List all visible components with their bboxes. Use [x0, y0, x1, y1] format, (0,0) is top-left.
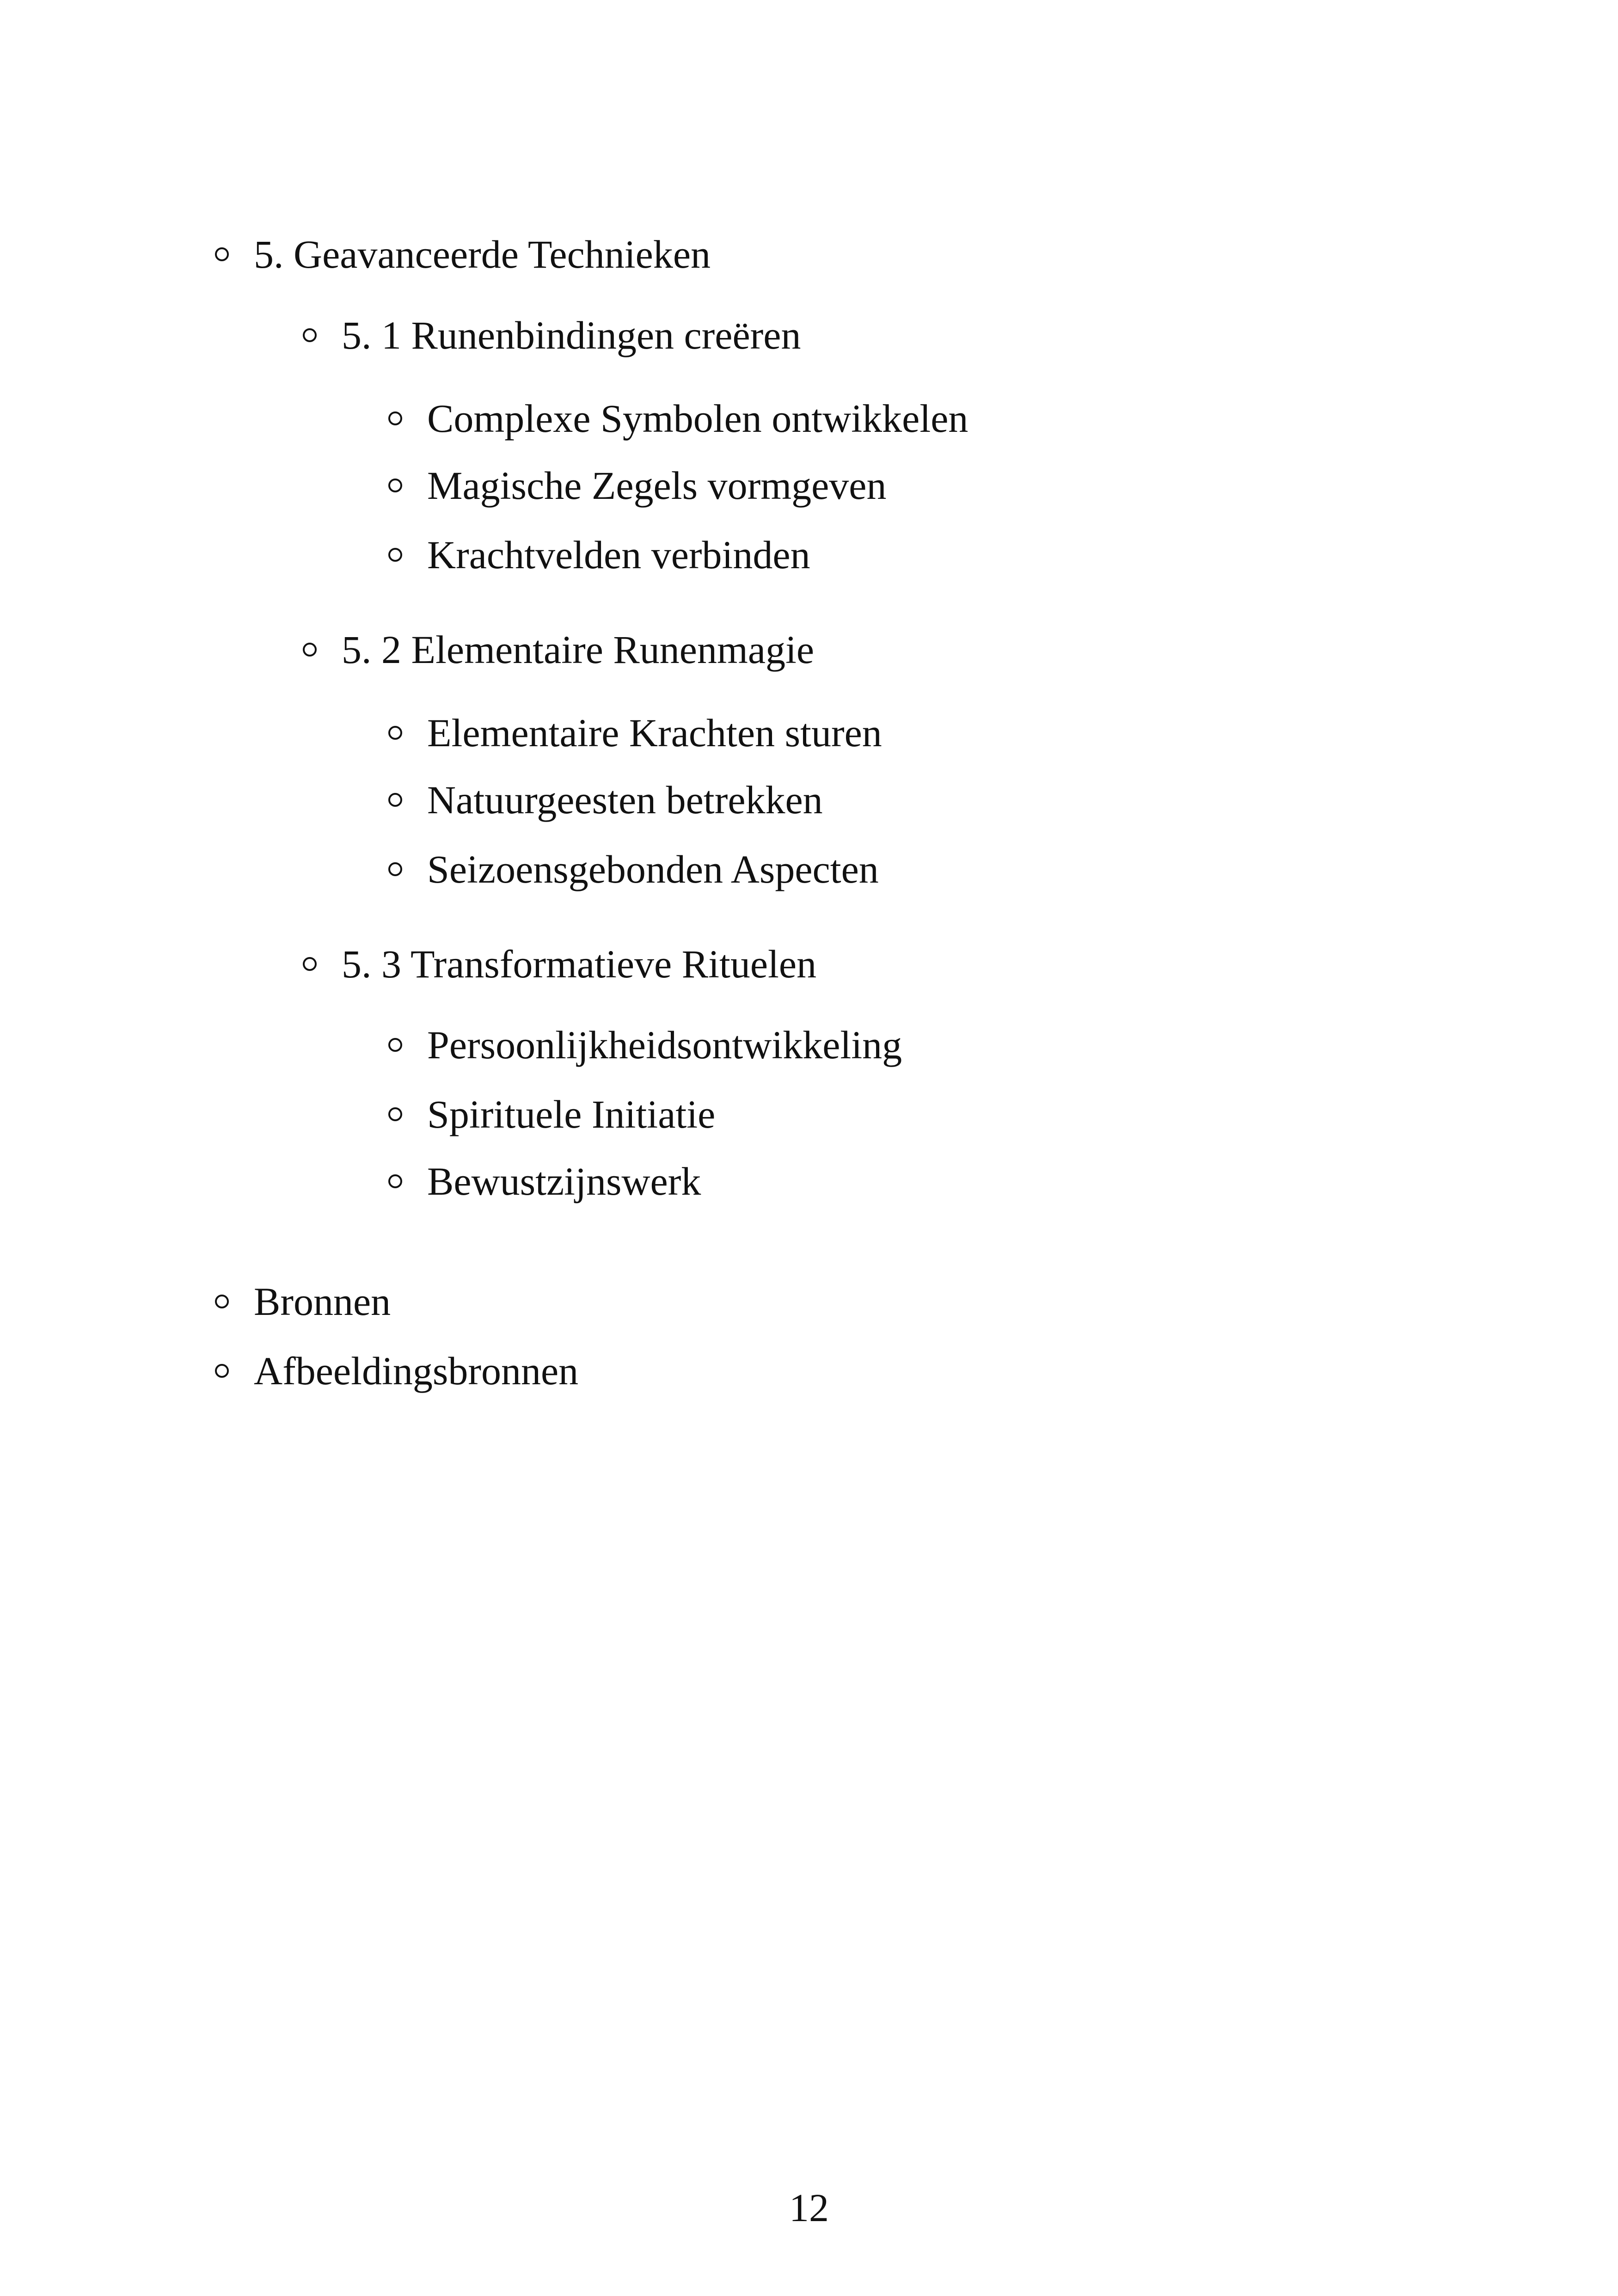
toc-item-level3 — [388, 529, 810, 580]
toc-item-label: 5. 1 Runenbindingen creëren — [342, 313, 801, 357]
toc-item-level3 — [388, 1089, 715, 1140]
hollow-circle-bullet-icon — [388, 793, 402, 807]
toc-item-label: Bronnen — [254, 1279, 391, 1324]
toc-item-level3 — [388, 774, 823, 825]
toc-item-level3 — [388, 1019, 902, 1070]
toc-item-label: Afbeeldingsbronnen — [254, 1349, 579, 1393]
page-number: 12 — [789, 2185, 829, 2230]
toc-item-label: 5. 2 Elementaire Runenmagie — [342, 627, 815, 672]
toc-item-label: Spirituele Initiatie — [427, 1092, 716, 1136]
hollow-circle-bullet-icon — [388, 411, 402, 425]
toc-item-level3 — [388, 393, 968, 444]
toc-item-level3 — [388, 844, 879, 895]
toc-item-label: Persoonlijkheidsontwikkeling — [427, 1023, 902, 1067]
hollow-circle-bullet-icon — [388, 1107, 402, 1121]
toc-item-label: Bewustzijnswerk — [427, 1159, 701, 1203]
hollow-circle-bullet-icon — [388, 479, 402, 492]
toc-item-level3 — [388, 1156, 701, 1207]
toc-item-label: 5. Geavanceerde Technieken — [254, 232, 711, 276]
toc-item-label: 5. 3 Transformatieve Rituelen — [342, 942, 817, 986]
toc-item-level2 — [303, 624, 814, 675]
toc-item-label: Krachtvelden verbinden — [427, 533, 810, 577]
hollow-circle-bullet-icon — [303, 643, 317, 657]
toc-item-level1 — [215, 229, 711, 280]
toc-item-level2 — [303, 939, 816, 989]
toc-item-label: Complexe Symbolen ontwikkelen — [427, 396, 968, 441]
toc-item-level3 — [388, 707, 882, 758]
hollow-circle-bullet-icon — [388, 726, 402, 740]
hollow-circle-bullet-icon — [388, 548, 402, 562]
hollow-circle-bullet-icon — [215, 247, 229, 261]
toc-item-level1 — [215, 1276, 391, 1327]
toc-item-level3 — [388, 460, 886, 511]
hollow-circle-bullet-icon — [215, 1364, 229, 1378]
hollow-circle-bullet-icon — [215, 1295, 229, 1308]
hollow-circle-bullet-icon — [388, 862, 402, 876]
toc-item-level2 — [303, 310, 801, 361]
toc-item-level1 — [215, 1345, 578, 1396]
toc-item-label: Elementaire Krachten sturen — [427, 711, 882, 755]
hollow-circle-bullet-icon — [303, 957, 317, 971]
hollow-circle-bullet-icon — [303, 328, 317, 342]
toc-item-label: Natuurgeesten betrekken — [427, 778, 823, 822]
hollow-circle-bullet-icon — [388, 1174, 402, 1188]
toc-item-label: Magische Zegels vormgeven — [427, 463, 887, 508]
hollow-circle-bullet-icon — [388, 1038, 402, 1052]
toc-item-label: Seizoensgebonden Aspecten — [427, 847, 879, 891]
